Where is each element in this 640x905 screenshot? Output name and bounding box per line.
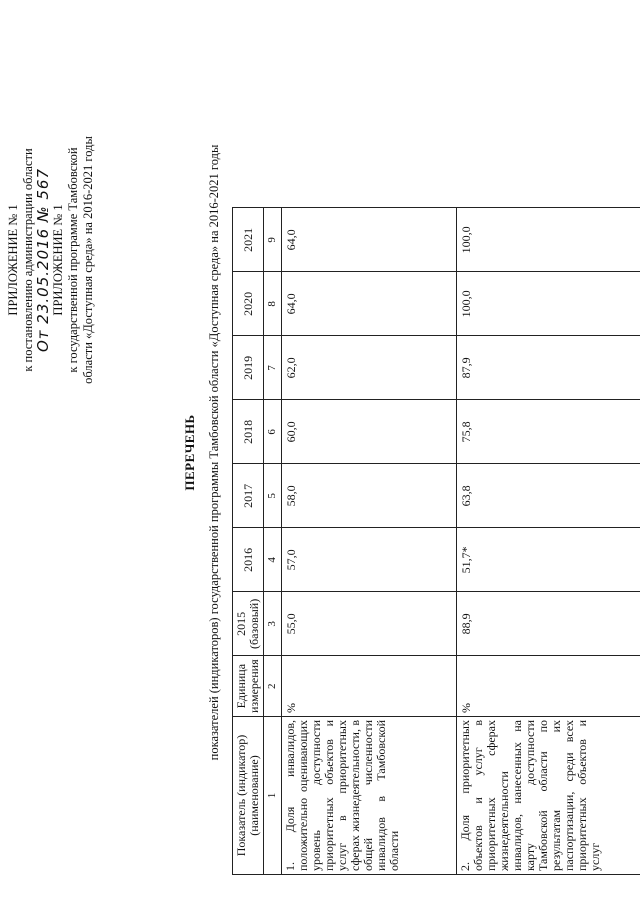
col-index: 3 — [264, 592, 282, 656]
document-subtitle: показателей (индикаторов) государственной программы Тамбовской области «Доступная среда» на 2016-2021 годы — [207, 144, 221, 761]
value-2021: 100,0 — [457, 208, 640, 272]
indicator-name: 2. Доля приоритетных объектов и услуг в приоритетных сферах жизнедеятельности инвалидов, нанесенных на карту доступности Тамбовской области по результатам их паспортизации, среди всех приоритетных объектов и услуг — [457, 717, 640, 875]
value-2021: 64,0 — [282, 208, 457, 272]
indicator-unit: % — [457, 656, 640, 717]
value-2015: 55,0 — [282, 592, 457, 656]
col-index: 2 — [264, 656, 282, 717]
hand-number-sign: № — [34, 205, 52, 223]
column-index-row — [264, 208, 282, 875]
col-index: 7 — [264, 336, 282, 400]
header-2020: 2020 — [233, 272, 264, 336]
col-index: 4 — [264, 528, 282, 592]
value-2017: 63,8 — [457, 464, 640, 528]
header-2015: 2015 (базовый) — [233, 592, 264, 656]
header-unit: Единица измерения — [233, 656, 264, 717]
col-index: 8 — [264, 272, 282, 336]
col-index: 9 — [264, 208, 282, 272]
col-index: 5 — [264, 464, 282, 528]
value-2020: 100,0 — [457, 272, 640, 336]
program-reference-1: к государственной программе Тамбовской — [66, 147, 80, 373]
value-2019: 62,0 — [282, 336, 457, 400]
table-row — [282, 208, 457, 875]
header-2018: 2018 — [233, 400, 264, 464]
appendix-header — [6, 95, 96, 425]
indicator-unit: % — [282, 656, 457, 717]
col-index: 1 — [264, 717, 282, 875]
table-header-row — [233, 208, 264, 875]
document-title: ПЕРЕЧЕНЬ — [182, 414, 197, 491]
handwritten-date-line — [36, 95, 51, 425]
appendix-title-2: ПРИЛОЖЕНИЕ № 1 — [51, 204, 65, 316]
decree-reference: к постановлению администрации области — [21, 148, 35, 372]
header-2016: 2016 — [233, 528, 264, 592]
value-2016: 51,7* — [457, 528, 640, 592]
indicator-name: 1. Доля инвалидов, положительно оценивающих уровень доступности приоритетных объектов и услуг в приоритетных сферах жизнедеятельности, в общей численности инвалидов в Тамбовской области — [282, 717, 457, 875]
value-2020: 64,0 — [282, 272, 457, 336]
value-2016: 57,0 — [282, 528, 457, 592]
hand-date: 23.05.2016 — [34, 227, 52, 324]
appendix-title: ПРИЛОЖЕНИЕ № 1 — [6, 204, 20, 316]
header-indicator: Показатель (индикатор) (наименование) — [233, 717, 264, 875]
col-index: 6 — [264, 400, 282, 464]
header-2019: 2019 — [233, 336, 264, 400]
value-2019: 87,9 — [457, 336, 640, 400]
hand-number: 567 — [34, 167, 52, 200]
value-2017: 58,0 — [282, 464, 457, 528]
hand-prefix: От — [34, 329, 52, 353]
value-2018: 75,8 — [457, 400, 640, 464]
value-2018: 60,0 — [282, 400, 457, 464]
header-2017: 2017 — [233, 464, 264, 528]
table-row — [457, 208, 640, 875]
value-2015: 88,9 — [457, 592, 640, 656]
header-2021: 2021 — [233, 208, 264, 272]
indicators-table — [232, 207, 640, 875]
program-reference-2: области «Доступная среда» на 2016-2021 годы — [81, 136, 95, 384]
